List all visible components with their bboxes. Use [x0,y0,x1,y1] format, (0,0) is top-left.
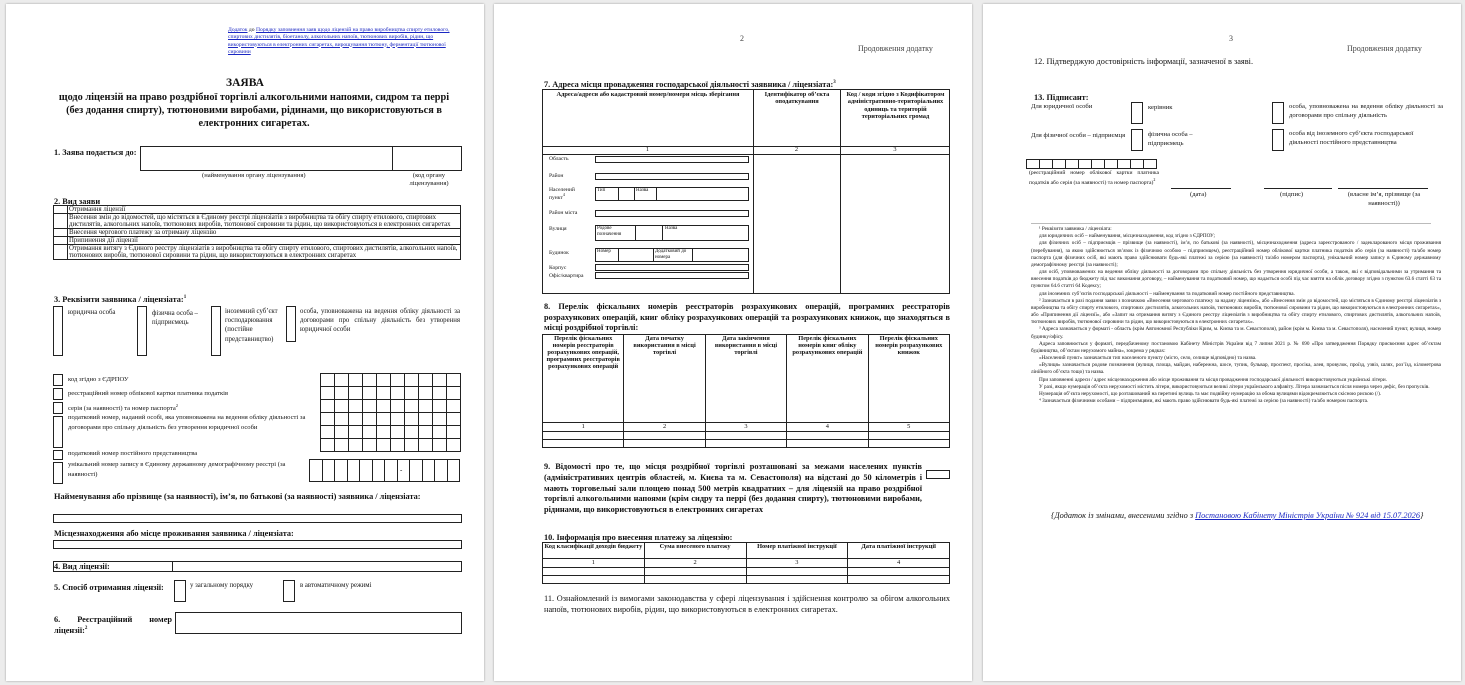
appendix-prefix-tail: до [247,27,256,33]
s8-header: Перелік фіскальних номерів книг обліку розрахункових операцій [787,335,868,423]
s8-cell[interactable] [543,440,624,448]
authorized-person-label: особа, уповноважена на ведення обліку діяльності за договорами про спільну діяльність без утворення юридичної особи [300,308,460,334]
s2-option: Припинення дії ліцензії [68,237,461,245]
s2-option: Внесення чергового платежу за отриману ліцензію [68,229,461,237]
form-title: ЗАЯВА [226,77,264,89]
rnokpp-caption-text: (реєстраційний номер облікової картки платника податків або серія (за наявності) та номер паспорта) [1029,170,1159,187]
addr-corpus-field[interactable] [595,264,749,271]
footnote-line: «Вулиця» зазначається родове позначення (вулиця, площа, майдан, набережна, шосе, тупик, бульвар, проспект, просіка, алея, провулок, проїзд, узвіз, шлях, роз’їзд, кілометрова лінійного об’єкта тощо) та назва. [1031,362,1441,376]
fop-label: фізична особа – підприємець [152,310,198,327]
footnote-line: ¹ Реквізити заявника / ліцензіата: [1039,226,1112,232]
s10-cell[interactable] [543,568,645,576]
footnote-line: для іноземних суб’єктів господарської діяльності – найменування та податковий номер постійного представництва. [1039,290,1295,297]
s10-cell[interactable] [848,568,950,576]
addr-district-label: Район [549,173,564,179]
s10-cell[interactable] [644,568,746,576]
addr-street-label: Вулиця [549,226,567,232]
foreign-entity-checkbox[interactable] [211,306,221,356]
s6-label-text: 6. Реєстраційний номер ліцензії: [54,615,172,636]
name-line [1338,188,1428,189]
s2-option: Отримання ліцензії [68,206,461,214]
s1-caption-right: (код органу ліцензування) [409,172,449,187]
rnokpp-caption [1029,170,1159,187]
s8-header: Перелік фіскальних номерів реєстраторів розрахункових операцій, програмних реєстраторів розрахункових операцій [543,335,624,423]
s1-caption-left: (найменування органу ліцензування) [202,172,306,179]
appendix-prefix-link[interactable]: Додаток [228,27,248,33]
s7-col-divider [840,89,841,294]
s10-col-num: 1 [543,559,645,568]
s2-label: 2. Вид заяви [54,197,101,206]
s7-header-tax-id: Ідентифікатор об’єкта оподаткування [764,91,830,106]
appendix-link[interactable]: Порядку заповнення заяв щодо ліцензій на право виробництва спирту етилового, спиртових дистилятів, біоетанолу, алкогольних напоїв, тютюнових виробів, рідин, що використовуються в електронних сигаретах, вирощування тютюну, ферментації тютюнової сировини [228,27,450,55]
s8-col-num: 2 [624,423,705,432]
footnote-line: для юридичних осіб – найменування, місцезнаходження, код згідно з ЄДРПОУ; [1039,233,1215,240]
fop-signer-option: фізична особа – підприємець [1148,131,1193,147]
s8-cell[interactable] [705,440,786,448]
footnote-line: Нумерація об’єкта нерухомості, що розташований на перетині вулиць та має подвійну нумерацію за обома вулицями відокремлюється скісною рискою (/). [1039,390,1382,397]
addr-divider [662,225,663,241]
s8-cell[interactable] [705,432,786,440]
standard-procedure-label: у загальному порядку [190,582,254,589]
amendment-prefix: {Додаток із змінами, внесеними згідно з [1051,511,1196,520]
footnote-line: У разі, якщо нумерація об’єкта нерухомості містить літери, використовуються великі літери українського алфавіту. Літера зазначається після номера через дефіс, без пропусків. [1039,383,1430,390]
s7-col-num: 1 [645,146,650,153]
footnote-line: Адреса заповнюється у форматі, передбаченому постановою Кабінету Міністрів України від 7 липня 2021 р. № 690 «Про затвердження Порядку присвоєння адрес об’єктам будівництва, об’єктам нерухомого майна», зокрема у рядках: [1031,340,1441,354]
s10-col-num: 2 [644,559,746,568]
addr-type-label: Тип [597,188,606,193]
date-line [1171,188,1231,189]
s8-cell[interactable] [787,440,868,448]
legal-entity-signer-label: Для юридичної особи [1031,103,1093,110]
s3-label [54,295,186,305]
edrpou-checkbox[interactable] [53,374,63,386]
s8-cell[interactable] [624,432,705,440]
addr-street-name-label: Назва [665,226,678,231]
automatic-mode-checkbox[interactable] [283,580,295,602]
addr-name-label: Назва [636,188,649,193]
s7-label-text: 7. Адреса місця провадження господарської діяльності заявника / ліцензіата: [544,80,834,89]
standard-procedure-checkbox[interactable] [174,580,186,602]
addr-city-district-field[interactable] [595,210,749,217]
demographic-dash: - [400,466,403,474]
s5-label: 5. Спосіб отримання ліцензії: [54,583,164,592]
s7-header-katottg: Код / коди згідно з Кодифікатором адміністративно-територіальних одиниць та територій територіальних громад [846,91,945,121]
s10-data-row [543,568,950,576]
representation-tax-checkbox[interactable] [53,450,63,460]
rnokpp-label: реєстраційний номер облікової картки платника податків [68,390,229,397]
s10-num-row [543,559,950,568]
addr-corpus-label: Корпус [549,265,567,271]
addr-footnote-mark: 4 [562,192,565,198]
s8-label: 8. Перелік фіскальних номерів реєстраторів розрахункових операцій, програмних реєстраторів розрахункових операцій, книг обліку розрахункових операцій та розрахункових книжок, що знаходяться в місці роздрібної торгівлі: [544,302,950,333]
s2-row [54,229,461,237]
s10-cell[interactable] [848,576,950,584]
passport-footnote-mark: 2 [175,403,179,408]
authorized-signer-option: особа, уповноважена на ведення обліку діяльності за договорами про спільну діяльність [1289,103,1443,119]
addr-street-type-label: Родове позначення [597,226,622,237]
s10-header: Сума внесеного платежу [644,543,746,559]
s12-text: 12. Підтверджую достовірність інформації, зазначеної в заяві. [1034,57,1254,66]
legal-entity-label: юридична особа [68,309,116,316]
s7-col-num: 3 [893,146,897,153]
s8-cell[interactable] [624,440,705,448]
s2-checkbox[interactable] [54,245,68,260]
s8-col-num: 4 [787,423,868,432]
s2-checkbox[interactable] [54,229,68,237]
signer-name-caption: (власне ім’я, прізвище (за наявності)) [1347,191,1421,207]
addr-house-num-label: Номер [597,249,611,254]
representation-tax-label: податковий номер постійного представництва [68,450,198,457]
s8-cell[interactable] [868,432,949,440]
s2-option: Внесення змін до відомостей, що містяться в Єдиному реєстрі ліцензіатів з виробництва та обігу спирту етилового, спиртових дистилятів, алкогольних напоїв, тютюнових виробів, тютюнової сировини та рідин, що використовуються в електронних сигаретах [68,214,461,229]
s10-cell[interactable] [746,576,848,584]
s1-label: 1. Заява подається до: [54,148,137,157]
addr-region-field[interactable] [595,156,749,163]
demographic-number-grid[interactable] [310,460,460,482]
location-label: Місцезнаходження або місце проживання заявника / ліцензіата: [54,529,294,538]
s7-col-divider [753,89,754,294]
foreign-signer-checkbox[interactable] [1272,129,1284,151]
s9-checkbox[interactable] [926,470,950,479]
s10-label: 10. Інформація про внесення платежу за ліцензію: [544,533,733,542]
s10-col-num: 3 [746,559,848,568]
s3-footnote-mark: 1 [183,295,187,301]
s9-text: 9. Відомості про те, що місця роздрібної торгівлі розташовані за межами населених пунктів (адміністративних центрів областей, м. Києва та м. Севастополя) на відстані до 50 кілометрів і мають торговельні зали площею понад 500 метрів квадратних – для ліцензій на право роздрібної торгівлі алкогольними напоями (крім сидру та перрі (без додання спирту), тютюновими виробами, рідинами, що використовуються в електронних сигаретах [544,462,922,515]
addr-divider [634,187,635,201]
s10-table [542,542,950,584]
passport-label [68,403,178,413]
s2-checkbox[interactable] [54,237,68,245]
passport-checkbox[interactable] [53,402,63,414]
joint-activity-tax-label: податковий номер, наданий особі, яка уповноважена на ведення обліку діяльності за договорами про спільну діяльність без утворення юридичної особи [68,414,306,431]
footnote-line: При заповненні адреси / адрес місцезнаходження або місце проживання та місця провадження господарської діяльності використовуються українські літери. [1039,376,1387,383]
demographic-register-checkbox[interactable] [53,462,63,484]
joint-activity-tax-checkbox[interactable] [53,416,63,448]
footnote-line: ² Зазначається в разі подання заяви з позначкою «Внесення чергового платежу за надану ліцензію», або «Внесення змін до відомостей, що містяться в Єдиному реєстрі ліцензіатів з виробництва та обігу спирту етилового, спиртових дистилятів, алкогольних напоїв, тютюнових виробів, тютюнової сировини та рідин, що використовуються в електронних сигаретах», або «Припинення дії ліцензії», або «Запит на отримання витягу з Єдиного реєстру ліцензіатів з виробництва та обігу спирту етилового, спиртових дистилятів, алкогольних напоїв, тютюнових виробів, тютюнової сировини та рідин, що використовуються в електронних сигаретах». [1031,297,1441,326]
addr-house-extra-label: Додатковий до номера [655,249,687,260]
s8-data-row [543,432,950,440]
form-subtitle: щодо ліцензій на право роздрібної торгівлі алкогольними напоями, сидром та перрі (без додання спирту), тютюновими виробами, рідинами, що використовуються в електронних сигаретах. [58,92,450,130]
s10-header: Номер платіжної інструкції [746,543,848,559]
s2-table [53,205,461,260]
s8-col-num: 3 [705,423,786,432]
s10-header: Дата платіжної інструкції [848,543,950,559]
signature-line [1264,188,1332,189]
s7-col-num: 2 [794,146,799,153]
s2-checkbox[interactable] [54,214,68,229]
addr-office-label: Офіс/квартира [549,273,584,279]
page-number: 3 [1229,34,1233,43]
s7-num-line [542,154,950,155]
s10-cell[interactable] [543,576,645,584]
addr-settlement-text: Населений пункт [549,187,575,202]
addr-district-field[interactable] [595,173,749,180]
license-type-field[interactable] [53,561,462,572]
signer-rnokpp-grid[interactable] [1027,160,1157,169]
fop-signer-checkbox[interactable] [1131,129,1143,151]
s8-col-num: 1 [543,423,624,432]
fop-checkbox[interactable] [137,306,147,356]
s10-cell[interactable] [746,568,848,576]
s7-header-address: Адреса/адреси або кадастровий номер/номери місць зберігання [556,91,740,98]
applicant-name-label: Найменування або прізвище (за наявності), ім’я, по батькові (за наявності) заявника / ліцензіата: [54,492,421,501]
rnokpp-checkbox[interactable] [53,388,63,400]
s8-cell[interactable] [543,432,624,440]
addr-region-label: Область [549,156,569,162]
s8-data-row [543,440,950,448]
s10-cell[interactable] [644,576,746,584]
authorized-signer-checkbox[interactable] [1272,102,1284,124]
s11-text: 11. Ознайомлений із вимогами законодавства у сфері ліцензування і здійснення контролю за обігом алкогольних напоїв, тютюнових виробів, рідин, що використовуються в електронних сигаретах. [544,594,950,614]
passport-label-text: серія (за наявності) та номер паспорта [68,405,176,413]
legal-entity-checkbox[interactable] [53,306,63,356]
footnotes [1031,226,1441,405]
license-type-divider [172,561,173,572]
s10-header-row [543,543,950,559]
footnotes-separator [1031,223,1431,224]
addr-divider [653,248,654,262]
s8-cell[interactable] [868,440,949,448]
s2-checkbox[interactable] [54,206,68,214]
s2-row [54,237,461,245]
s2-row [54,245,461,260]
date-caption: (дата) [1190,191,1207,198]
footnote-line: для осіб, уповноважених на ведення обліку діяльності за договорами про спільну діяльність без утворення юридичної особи, а також, які є відповідальними за утримання та внесення податків до бюджету під час виконання договору, – найменування та податковий номер, що надається особі під час взяття на облік договору згідно з пунктом 63.6 статті 63 та пунктом 64.6 статті 64 Кодексу; [1031,269,1441,290]
s2-row [54,206,461,214]
addr-city-district-label: Район міста [549,210,578,216]
head-checkbox[interactable] [1131,102,1143,124]
fop-signer-label: Для фізичної особи – підприємця [1031,132,1126,139]
s8-header-row [543,335,950,423]
identifier-digit-grid[interactable] [321,374,461,452]
addr-office-field[interactable] [595,272,749,279]
footnote-line: ⁴ Зазначається фізичними особами – підприємцями, які мають право здійснювати будь-які платежі за серією (за наявності) та/або номером паспорта. [1039,398,1369,405]
page-number: 2 [740,34,744,43]
s2-option: Отримання витягу з Єдиного реєстру ліцензіатів з виробництва та обігу спирту етилового, спиртових дистилятів, алкогольних напоїв, тютюнових виробів, тютюнової сировини та рідин, що використовуються в електронних сигаретах [68,245,461,260]
s8-header: Дата початку використання в місці торгівлі [624,335,705,423]
licensing-authority-field[interactable] [140,146,393,171]
license-number-field[interactable] [175,612,462,634]
s8-col-num: 5 [868,423,949,432]
edrpou-label: код згідно з ЄДРПОУ [68,376,129,383]
demographic-register-label: унікальний номер запису в Єдиному державному демографічному реєстрі (за наявності) [68,461,286,478]
s6-footnote-mark: 2 [84,626,88,632]
s8-table [542,334,950,448]
addr-divider [635,225,636,241]
addr-divider [618,248,619,262]
s10-header: Код класифікації доходів бюджету [543,543,645,559]
footnote-line: ³ Адреса зазначається у форматі - область (крім Автономної Республіки Крим, м. Києва та м. Севастополя), район (крім м. Києва та м. Севастополя), населений пункт, вулиця, номер будинку/офісу. [1031,326,1441,340]
s13-label: 13. Підписант: [1034,93,1089,102]
signature-caption: (підпис) [1280,191,1304,198]
s10-data-row [543,576,950,584]
appendix-reference [228,27,464,56]
foreign-entity-label: іноземний суб’єкт господарювання (постійне представництво) [225,308,278,343]
amendment-link[interactable]: Постановою Кабінету Міністрів України № 924 від 15.07.2026 [1195,511,1420,520]
footnote-line: для фізичних осіб – підприємців – прізвище (за наявності), ім’я, по батькові (за наявності), місцезнаходження (адреса зареєстрованого / задекларованого місця проживання (перебування), за якою здійснюється зв’язок із фізичною особою – підприємцем), реєстраційний номер облікової картки платника податків або серія (за наявності) та/або номер паспорта (для фізичних осіб, які мають право здійснювати будь-які платежі за серією (за наявності) та/або номером паспорта), унікальний номер запису в Єдиному державному демографічному реєстрі (за наявності); [1031,240,1441,268]
location-field[interactable] [53,540,462,549]
s4-label: 4. Вид ліцензії: [54,562,110,571]
s7-footnote-mark: 3 [833,80,836,86]
head-label: керівник [1148,104,1173,111]
document-page-2 [494,4,972,681]
document-page-1 [6,4,484,681]
addr-divider [692,248,693,262]
amendment-note [1027,511,1443,522]
document-page-3 [983,4,1461,681]
authorized-person-checkbox[interactable] [286,306,296,342]
s8-header: Перелік фіскальних номерів розрахункових книжок [868,335,949,423]
authority-code-field[interactable] [392,146,462,171]
addr-divider [618,187,619,201]
s8-cell[interactable] [787,432,868,440]
s10-col-num: 4 [848,559,950,568]
s6-label [54,614,172,636]
s3-label-text: 3. Реквізити заявника / ліцензіата: [54,295,184,304]
applicant-name-field[interactable] [53,514,462,523]
automatic-mode-label: в автоматичному режимі [300,582,372,589]
footnote-line: «Населений пункт» зазначається тип населеного пункту (місто, село, селище відповідно) та назва. [1039,355,1257,362]
s8-header: Дата закінчення використання в місці торгівлі [705,335,786,423]
foreign-signer-option: особа від іноземного суб’єкта господарської діяльності постійного представництва [1289,130,1414,146]
s2-row [54,214,461,229]
rnokpp-footnote-mark: 2 [1153,177,1156,183]
continuation-label: Продовження додатку [858,44,933,53]
addr-settlement-label [549,187,591,202]
amendment-suffix: } [1419,511,1424,520]
addr-divider [656,187,657,201]
addr-building-label: Будинок [549,250,569,256]
s8-num-row [543,423,950,432]
continuation-label: Продовження додатку [1347,44,1422,53]
